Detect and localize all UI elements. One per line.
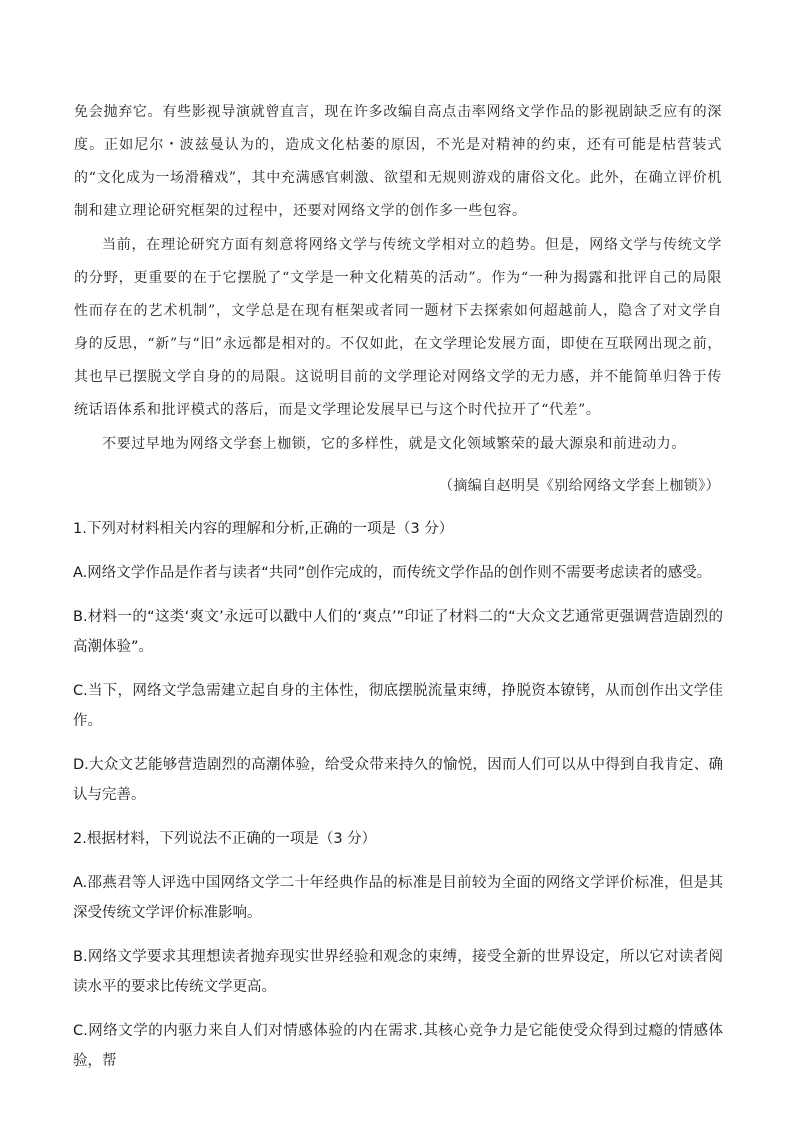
- option-c: C.网络文学的内驱力来自人们对情感体验的内在需求.其核心竞争力是它能使受众得到过瘾的情感体验，帮: [73, 1023, 723, 1069]
- source-citation: （摘编自赵明昊《别给网络文学套上枷锁》）: [439, 478, 720, 494]
- option-d: D.大众文艺能够营造剧烈的高潮体验，给受众带来持久的愉悦，因而人们可以从中得到自我肯定、确认与完善。: [73, 757, 723, 803]
- question-1: [73, 514, 723, 810]
- passage-paragraph-2: [74, 229, 722, 427]
- option-b: B.网络文学要求其理想读者抛弃现实世界经验和观念的束缚，接受全新的世界设定，所以它对读者阅读水平的要求比传统文学更高。: [73, 949, 723, 995]
- paragraph-text: 不要过早地为网络文学套上枷锁，它的多样性，就是文化领域繁荣的最大源泉和前进动力。: [102, 436, 686, 452]
- paragraph-text: 免会抛弃它。有些影视导演就曾直言，现在许多改编自高点击率网络文学作品的影视剧缺乏应有的深度。正如尼尔・波兹曼认为的，造成文化枯萎的原因，不光是对精神的约束，还有可能是枯营装式的“文化成为一场滑稽戏”，其中充满感官刺激、欲望和无规则游戏的庸俗文化。此外，在确立评价机制和建立理论研究框架的过程中，还要对网络文学的创作多一些包容。: [74, 104, 722, 219]
- option-a: A.网络文学作品是作者与读者“共同”创作完成的，而传统文学作品的创作则不需要考虑读者的感受。: [73, 565, 712, 581]
- passage-paragraph-1: [74, 96, 722, 228]
- question-stem: 1.下列对材料相关内容的理解和分析,正确的一项是（3 分）: [73, 521, 454, 537]
- question-2: [73, 824, 723, 1076]
- option-a: A.邵燕君等人评选中国网络文学二十年经典作品的标准是目前较为全面的网络文学评价标准，但是其深受传统文学评价标准影响。: [73, 875, 723, 921]
- passage-paragraph-3: [74, 428, 722, 461]
- question-stem: 2.根据材料，下列说法不正确的一项是（3 分）: [73, 831, 377, 847]
- option-c: C.当下，网络文学急需建立起自身的主体性，彻底摆脱流量束缚，挣脱资本镣铐，从而创作出文学佳作。: [73, 683, 723, 729]
- paragraph-text: 当前，在理论研究方面有刻意将网络文学与传统文学相对立的趋势。但是，网络文学与传统文学的分野，更重要的在于它摆脱了“文学是一种文化精英的活动”。作为“一种为揭露和批评自己的局限性而存在的艺术机制”，文学总是在现有框架或者同一题材下去探索如何超越前人，隐含了对文学自身的反思，“新”与“旧”永远都是相对的。不仅如此，在文学理论发展方面，即使在互联网出现之前，其也早已摆脱文学自身的的局限。这说明目前的文学理论对网络文学的无力感，并不能简单归咎于传统话语体系和批评模式的落后，而是文学理论发展早已与这个时代拉开了“代差”。: [74, 237, 722, 418]
- question-section: [73, 514, 723, 1090]
- option-b: B.材料一的“这类‘爽文’永远可以戳中人们的‘爽点’”印证了材料二的“大众文艺通常更强调营造剧烈的高潮体验”。: [73, 609, 723, 655]
